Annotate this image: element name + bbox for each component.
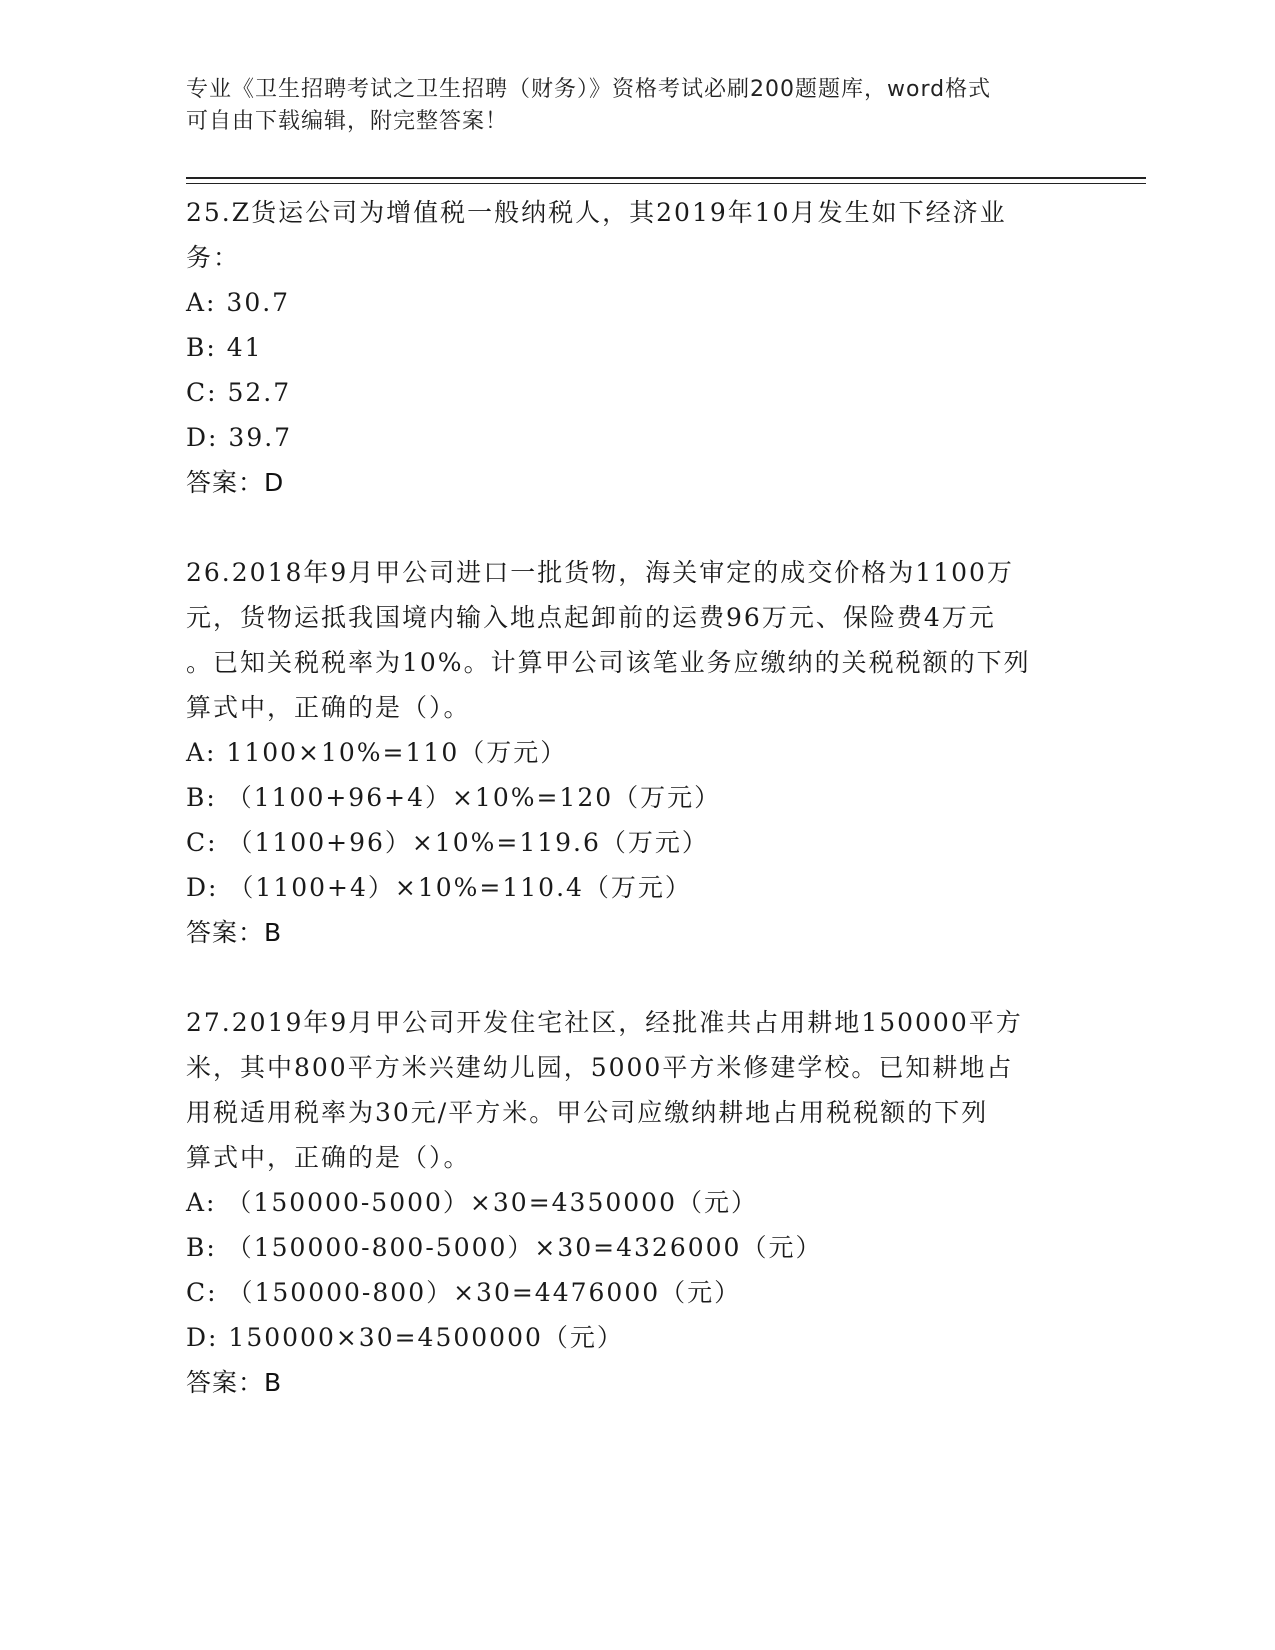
question-stem-line: 26.2018年9月甲公司进口一批货物，海关审定的成交价格为1100万 (186, 558, 1014, 587)
option-d: D: 39.7 (186, 423, 293, 452)
option-c: C: 52.7 (186, 378, 292, 407)
option-a: A: （150000-5000）×30=4350000（元） (186, 1188, 758, 1217)
question-stem-line: 算式中，正确的是（）。 (186, 693, 471, 722)
question-stem-line: 元，货物运抵我国境内输入地点起卸前的运费96万元、保险费4万元 (186, 603, 996, 632)
question-stem-line: 。已知关税税率为10%。计算甲公司该笔业务应缴纳的关税税额的下列 (186, 648, 1031, 677)
option-d: D: （1100+4）×10%=110.4（万元） (186, 873, 692, 902)
option-b: B: （1100+96+4）×10%=120（万元） (186, 783, 722, 812)
option-c: C: （1100+96）×10%=119.6（万元） (186, 828, 709, 857)
question-stem-line: 27.2019年9月甲公司开发住宅社区，经批准共占用耕地150000平方 (186, 1008, 1023, 1037)
option-d: D: 150000×30=4500000（元） (186, 1323, 624, 1352)
question-26 (186, 550, 1086, 955)
header-divider-thick (186, 177, 1146, 179)
question-27 (186, 1000, 1086, 1405)
question-stem-line: 算式中，正确的是（）。 (186, 1143, 471, 1172)
option-a: A: 1100×10%=110（万元） (186, 738, 568, 767)
question-stem-line: 25.Z货运公司为增值税一般纳税人，其2019年10月发生如下经济业 (186, 198, 1007, 227)
header-line-2: 可自由下载编辑，附完整答案！ (186, 109, 509, 134)
answer-line: 答案：B (186, 918, 283, 947)
question-list (186, 190, 1086, 1405)
question-25 (186, 190, 1086, 505)
option-b: B: （150000-800-5000）×30=4326000（元） (186, 1233, 823, 1262)
option-a: A: 30.7 (186, 288, 291, 317)
question-stem-line: 务： (186, 243, 241, 272)
question-spacer (186, 505, 1086, 550)
question-spacer (186, 955, 1086, 1000)
question-stem-line: 米，其中800平方米兴建幼儿园，5000平方米修建学校。已知耕地占 (186, 1053, 1014, 1082)
header-divider-thin (186, 183, 1146, 184)
header-line-1: 专业《卫生招聘考试之卫生招聘（财务）》资格考试必刷200题题库，word格式 (186, 77, 992, 102)
option-b: B: 41 (186, 333, 263, 362)
question-stem-line: 用税适用税率为30元/平方米。甲公司应缴纳耕地占用税税额的下列 (186, 1098, 989, 1127)
answer-line: 答案：B (186, 1368, 283, 1397)
option-c: C: （150000-800）×30=4476000（元） (186, 1278, 742, 1307)
document-header (186, 74, 1086, 138)
answer-line: 答案：D (186, 468, 285, 497)
